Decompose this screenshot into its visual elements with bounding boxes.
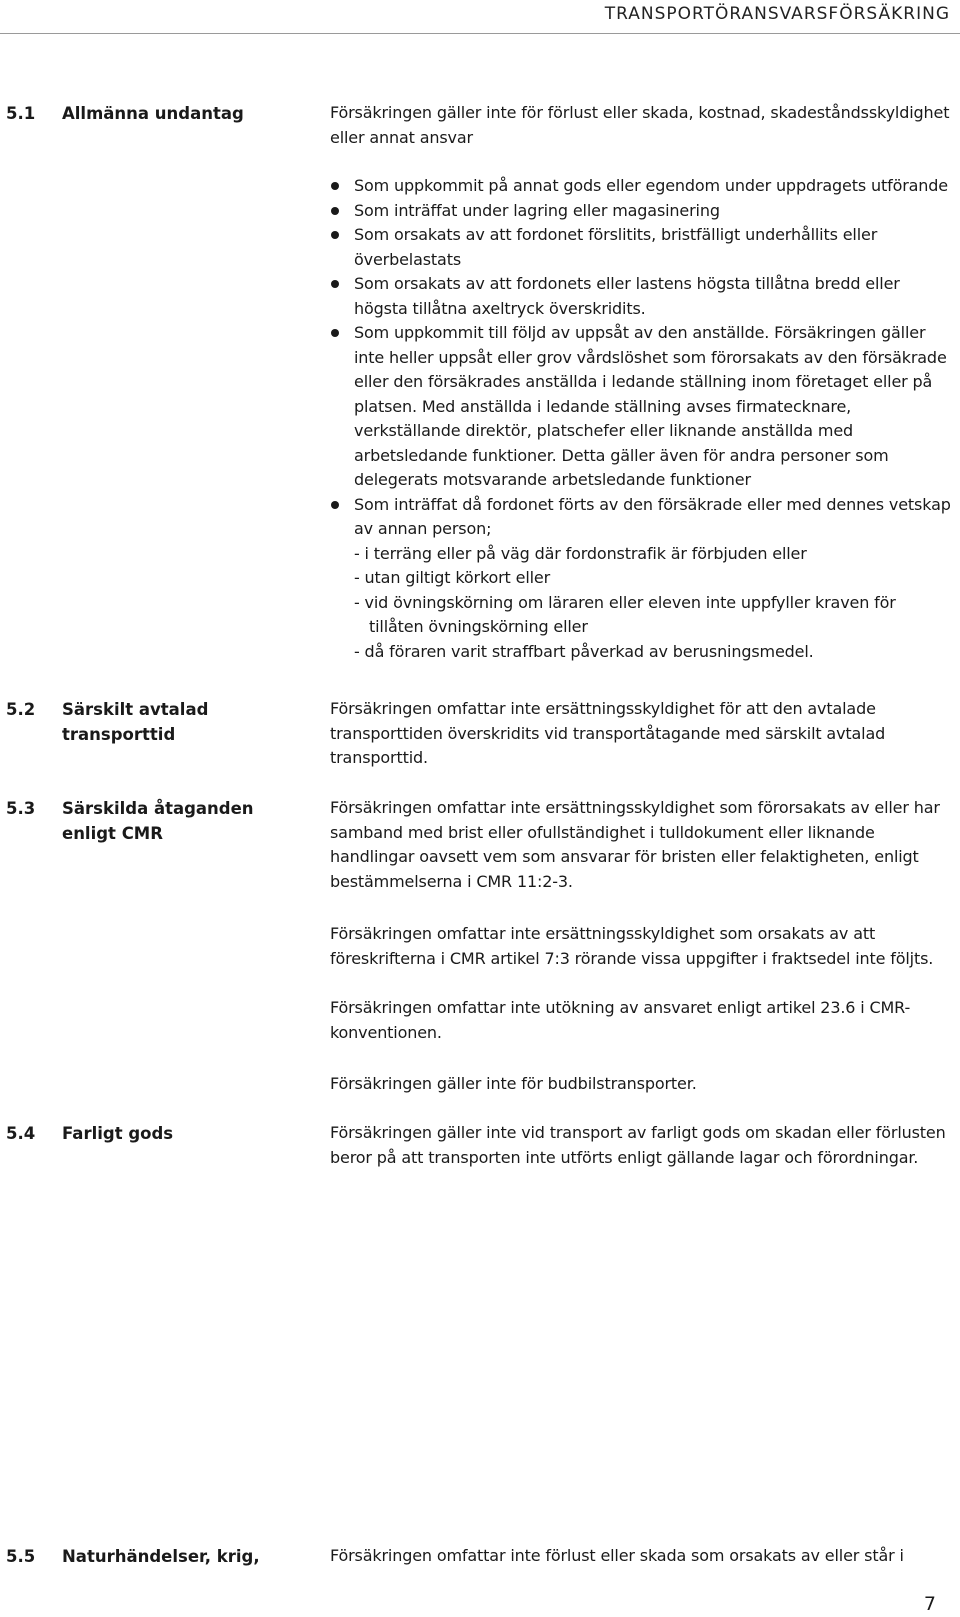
sub-item: - vid övningskörning om läraren eller eleven inte uppfyller kraven för	[354, 592, 896, 612]
sub-item: - då föraren varit straffbart påverkad av berusningsmedel.	[354, 641, 814, 661]
section-5-3-paragraph: Försäkringen omfattar inte utökning av ansvaret enligt artikel 23.6 i CMR-konventionen.	[330, 998, 911, 1042]
bullet-text: Som inträffat under lagring eller magasinering	[354, 200, 720, 220]
section-number-5-5: 5.5	[6, 1547, 36, 1566]
bullet-text: Som orsakats av att fordonets eller lastens högsta tillåtna bredd eller högsta tillåtna axeltryck överskridits.	[354, 274, 900, 318]
section-5-1-bullet-list	[330, 174, 956, 664]
bullet-text: Som uppkommit på annat gods eller egendom under uppdragets utförande	[354, 176, 948, 195]
section-title-5-4: Farligt gods	[62, 1124, 174, 1143]
bullet-icon	[331, 231, 339, 239]
page-number: 7	[923, 1593, 936, 1615]
section-number-5-1: 5.1	[6, 104, 36, 123]
bullet-icon	[331, 280, 339, 288]
section-title-5-3: Särskilda åtaganden enligt CMR	[62, 799, 254, 843]
header-divider	[0, 33, 960, 34]
section-5-1-intro: Försäkringen gäller inte för förlust eller skada, kostnad, skadeståndsskyldighet eller annat ansvar	[330, 103, 950, 147]
bullet-text: Som uppkommit till följd av uppsåt av den anställde. Försäkringen gäller inte heller uppsåt eller grov vårdslöshet som förorsakats av den försäkrade eller den försäkrades anställda i ledande ställning inom företaget eller på platsen. Med anställda i ledande ställning avses firmatecknare, verkställande direktör, platschefer eller liknande anställda med arbetsledande funktioner. Detta gäller även för andra personer som delegerats motsvarande arbetsledande funktioner	[354, 323, 947, 489]
bullet-icon	[331, 207, 339, 215]
sub-item: - utan giltigt körkort eller	[354, 568, 551, 587]
list-item	[330, 321, 956, 493]
bullet-text: Som orsakats av att fordonet förslitits, bristfälligt underhållits eller överbelastats	[354, 225, 878, 269]
list-item	[330, 272, 956, 321]
list-item	[330, 493, 956, 665]
section-number-5-3: 5.3	[6, 799, 36, 818]
section-title-5-5: Naturhändelser, krig,	[62, 1547, 260, 1566]
list-item	[330, 199, 956, 224]
section-5-3-paragraph: Försäkringen omfattar inte ersättningsskyldighet som orsakats av att föreskrifterna i CMR artikel 7:3 rörande vissa uppgifter i fraktsedel inte följts.	[330, 924, 934, 968]
bullet-icon	[331, 329, 339, 337]
section-number-5-4: 5.4	[6, 1124, 36, 1143]
section-title-5-1: Allmänna undantag	[62, 104, 244, 123]
section-5-3-paragraph: Försäkringen omfattar inte ersättningsskyldighet som förorsakats av eller har samband med brist eller ofullständighet i tulldokument eller liknande handlingar oavsett vem som ansvarar för bristen eller felaktigheten, enligt bestämmelserna i CMR 11:2-3.	[330, 798, 940, 891]
sub-item: - i terräng eller på väg där fordonstrafik är förbjuden eller	[354, 543, 807, 563]
document-header-title: TRANSPORTÖRANSVARSFÖRSÄKRING	[604, 4, 950, 24]
bullet-icon	[331, 501, 339, 509]
bullet-icon	[331, 182, 339, 190]
list-item	[330, 174, 956, 199]
section-5-5-paragraph: Försäkringen omfattar inte förlust eller skada som orsakats av eller står i	[330, 1546, 904, 1565]
section-5-2-paragraph: Försäkringen omfattar inte ersättningsskyldighet för att den avtalade transporttiden överskridits vid transportåtagande med särskilt avtalad transporttid.	[330, 699, 886, 767]
sub-item-continuation: tillåten övningskörning eller	[369, 617, 588, 636]
section-title-5-2: Särskilt avtalad transporttid	[62, 700, 209, 744]
section-5-3-paragraph: Försäkringen gäller inte för budbilstransporter.	[330, 1074, 697, 1093]
section-5-4-paragraph: Försäkringen gäller inte vid transport av farligt gods om skadan eller förlusten beror på att transporten inte utförts enligt gällande lagar och förordningar.	[330, 1123, 946, 1167]
section-number-5-2: 5.2	[6, 700, 36, 719]
list-item	[330, 223, 956, 272]
bullet-text: Som inträffat då fordonet förts av den försäkrade eller med dennes vetskap av annan person;	[354, 494, 951, 538]
